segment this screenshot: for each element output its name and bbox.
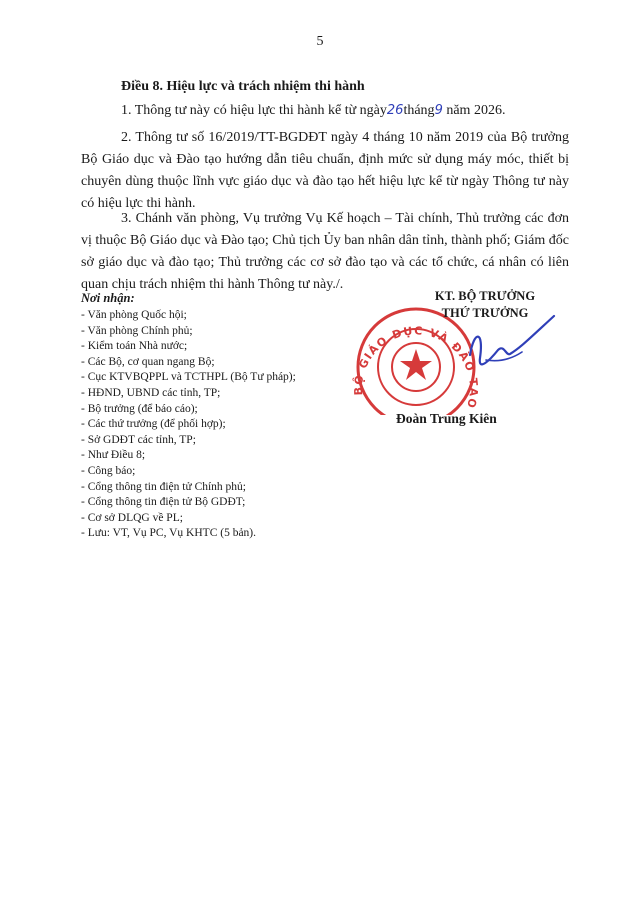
signature-title: KT. BỘ TRƯỞNG [434, 289, 536, 303]
list-item: - Các thứ trưởng (để phối hợp); [81, 418, 226, 431]
list-item: - Kiểm toán Nhà nước; [81, 340, 188, 353]
list-item: - Văn phòng Chính phủ; [81, 324, 193, 337]
list-item: - Cổng thông tin điện tử Chính phủ; [81, 480, 246, 493]
page-number: 5 [316, 34, 324, 49]
list-item: - Công báo; [81, 464, 136, 477]
paragraph-3: 3. Chánh văn phòng, Vụ trưởng Vụ Kế hoạch – Tài chính, Thủ trưởng các đơn vị thuộc Bộ Giáo dục và Đào tạo; Chủ tịch Ủy ban nhân dân tỉnh, thành phố; Giám đốc sở giáo dục và đào tạo; Thủ trưởng các cơ sở đào tạo và các tổ chức, cá nhân có liên quan chịu trách nhiệm thi hành Thông tư này./. [81, 211, 569, 292]
list-item: - Cục KTVBQPPL và TCTHPL (Bộ Tư pháp); [81, 371, 296, 384]
p1-month-word: tháng [403, 103, 435, 118]
signature-subtitle: THỨ TRƯỞNG [441, 306, 529, 320]
handwritten-month: 9 [434, 103, 443, 118]
list-item: - Sở GDĐT các tỉnh, TP; [81, 433, 196, 446]
paragraph-2: 2. Thông tư số 16/2019/TT-BGDĐT ngày 4 tháng 10 năm 2019 của Bộ trưởng Bộ Giáo dục và Đào tạo hướng dẫn tiêu chuẩn, định mức sử dụng máy móc, thiết bị chuyên dùng thuộc lĩnh vực giáo dục và đào tạo hết hiệu lực kể từ ngày Thông tư này có hiệu lực thi hành. [81, 130, 569, 211]
handwritten-signature [450, 310, 560, 390]
list-item: - Bộ trưởng (để báo cáo); [81, 402, 198, 415]
recipients-title: Nơi nhận: [81, 291, 135, 305]
p1-text: 1. Thông tư này có hiệu lực thi hành kể từ ngày [121, 103, 387, 118]
article-heading: Điều 8. Hiệu lực và trách nhiệm thi hành [121, 79, 365, 94]
list-item: - HĐND, UBND các tỉnh, TP; [81, 386, 221, 399]
list-item: - Như Điều 8; [81, 449, 146, 462]
recipients-list [81, 308, 296, 542]
list-item: - Các Bộ, cơ quan ngang Bộ; [81, 355, 215, 368]
list-item: - Lưu: VT, Vụ PC, Vụ KHTC (5 bản). [81, 527, 257, 540]
p1-year: năm 2026. [442, 103, 506, 118]
paragraph-1 [81, 100, 569, 122]
list-item: - Cơ sở DLQG về PL; [81, 511, 183, 524]
signer-name: Đoàn Trung Kiên [396, 411, 497, 426]
seal-emblem [392, 343, 440, 391]
list-item: - Cổng thông tin điện tử Bộ GDĐT; [81, 496, 246, 509]
seal-text: BỘ GIÁO DỤC VÀ ĐÀO TẠO [351, 324, 481, 411]
list-item: - Văn phòng Quốc hội; [81, 309, 187, 321]
handwritten-day: 26 [386, 103, 404, 118]
